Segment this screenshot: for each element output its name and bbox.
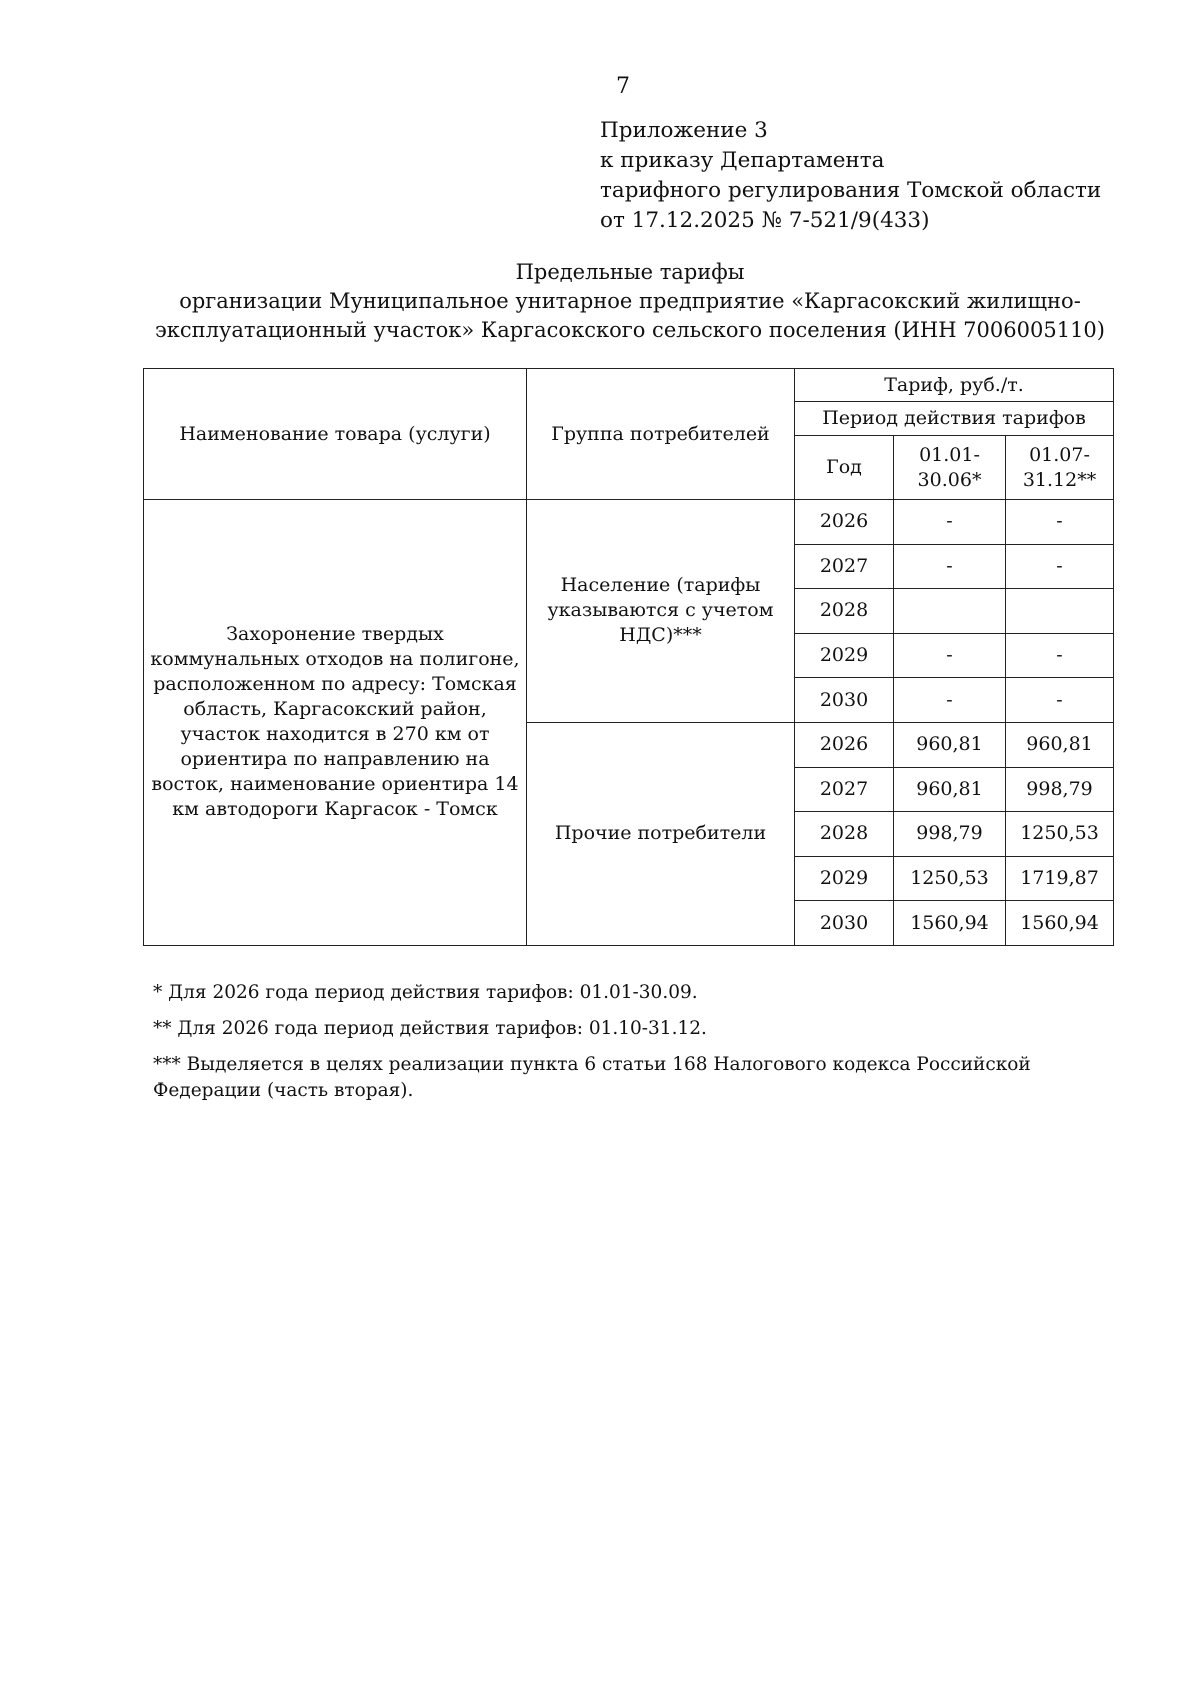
year-cell: 2029 — [795, 856, 894, 901]
group-name-cell: Прочие потребители — [527, 722, 795, 945]
year-cell: 2027 — [795, 544, 894, 589]
header-group: Группа потребителей — [527, 369, 795, 500]
table-row — [144, 500, 1114, 545]
tariff-cell: - — [1006, 633, 1114, 678]
title-line: Предельные тарифы — [515, 260, 745, 284]
tariff-cell: - — [894, 678, 1006, 723]
footnote-3: *** Выделяется в целях реализации пункта 6 статьи 168 Налогового кодекса Российской Федерации (часть вторая). — [153, 1054, 1031, 1101]
group-name-cell: Население (тарифы указываются с учетом НДС)*** — [527, 500, 795, 723]
year-cell: 2027 — [795, 767, 894, 812]
year-cell: 2026 — [795, 500, 894, 545]
header-tariff: Тариф, руб./т. — [795, 369, 1114, 402]
header-year: Год — [795, 436, 894, 500]
appendix-header — [600, 116, 1101, 236]
tariff-table — [143, 368, 1114, 946]
footnote-1: * Для 2026 года период действия тарифов: 01.01-30.09. — [153, 982, 698, 1003]
year-cell: 2028 — [795, 812, 894, 857]
header-period-1 — [894, 436, 1006, 500]
tariff-cell — [1006, 589, 1114, 634]
tariff-cell: 960,81 — [894, 722, 1006, 767]
tariff-cell: - — [1006, 678, 1114, 723]
tariff-cell: 1250,53 — [1006, 812, 1114, 857]
tariff-cell: - — [1006, 500, 1114, 545]
tariff-cell: 1560,94 — [1006, 901, 1114, 946]
header-period-2 — [1006, 436, 1114, 500]
table-header-row — [144, 369, 1114, 402]
tariff-cell: 960,81 — [894, 767, 1006, 812]
header-period-1-line: 01.01- — [919, 443, 980, 466]
header-product: Наименование товара (услуги) — [144, 369, 527, 500]
appendix-line: к приказу Департамента — [600, 148, 885, 173]
appendix-line: от 17.12.2025 № 7-521/9(433) — [600, 208, 930, 233]
year-cell: 2026 — [795, 722, 894, 767]
tariff-cell: 1719,87 — [1006, 856, 1114, 901]
title-line: организации Муниципальное унитарное предприятие «Каргасокский жилищно- — [179, 289, 1081, 313]
header-period-2-line: 31.12** — [1022, 468, 1097, 491]
page-number: 7 — [616, 74, 630, 99]
header-period: Период действия тарифов — [795, 402, 1114, 436]
tariff-cell: - — [894, 544, 1006, 589]
tariff-cell: 1250,53 — [894, 856, 1006, 901]
tariff-cell: - — [894, 633, 1006, 678]
appendix-line: тарифного регулирования Томской области — [600, 178, 1102, 203]
footnote-2: ** Для 2026 года период действия тарифов: 01.10-31.12. — [153, 1018, 707, 1039]
tariff-cell: 960,81 — [1006, 722, 1114, 767]
header-period-1-line: 30.06* — [917, 468, 982, 491]
document-title — [140, 258, 1120, 345]
year-cell: 2029 — [795, 633, 894, 678]
title-line: эксплуатационный участок» Каргасокского сельского поселения (ИНН 7006005110) — [154, 318, 1105, 342]
header-period-2-line: 01.07- — [1029, 443, 1090, 466]
footnotes — [153, 980, 1113, 1104]
year-cell: 2030 — [795, 901, 894, 946]
appendix-line: Приложение 3 — [600, 118, 768, 143]
year-cell: 2030 — [795, 678, 894, 723]
product-name-cell: Захоронение твердых коммунальных отходов на полигоне, расположенном по адресу: Томская область, Каргасокский район, участок находится в 270 км от ориентира по направлению на восток, наименование ориентира 14 км автодороги Каргасок - Томск — [144, 500, 527, 946]
tariff-cell — [894, 589, 1006, 634]
tariff-cell: 998,79 — [894, 812, 1006, 857]
tariff-cell: - — [1006, 544, 1114, 589]
year-cell: 2028 — [795, 589, 894, 634]
tariff-cell: - — [894, 500, 1006, 545]
tariff-cell: 1560,94 — [894, 901, 1006, 946]
tariff-cell: 998,79 — [1006, 767, 1114, 812]
